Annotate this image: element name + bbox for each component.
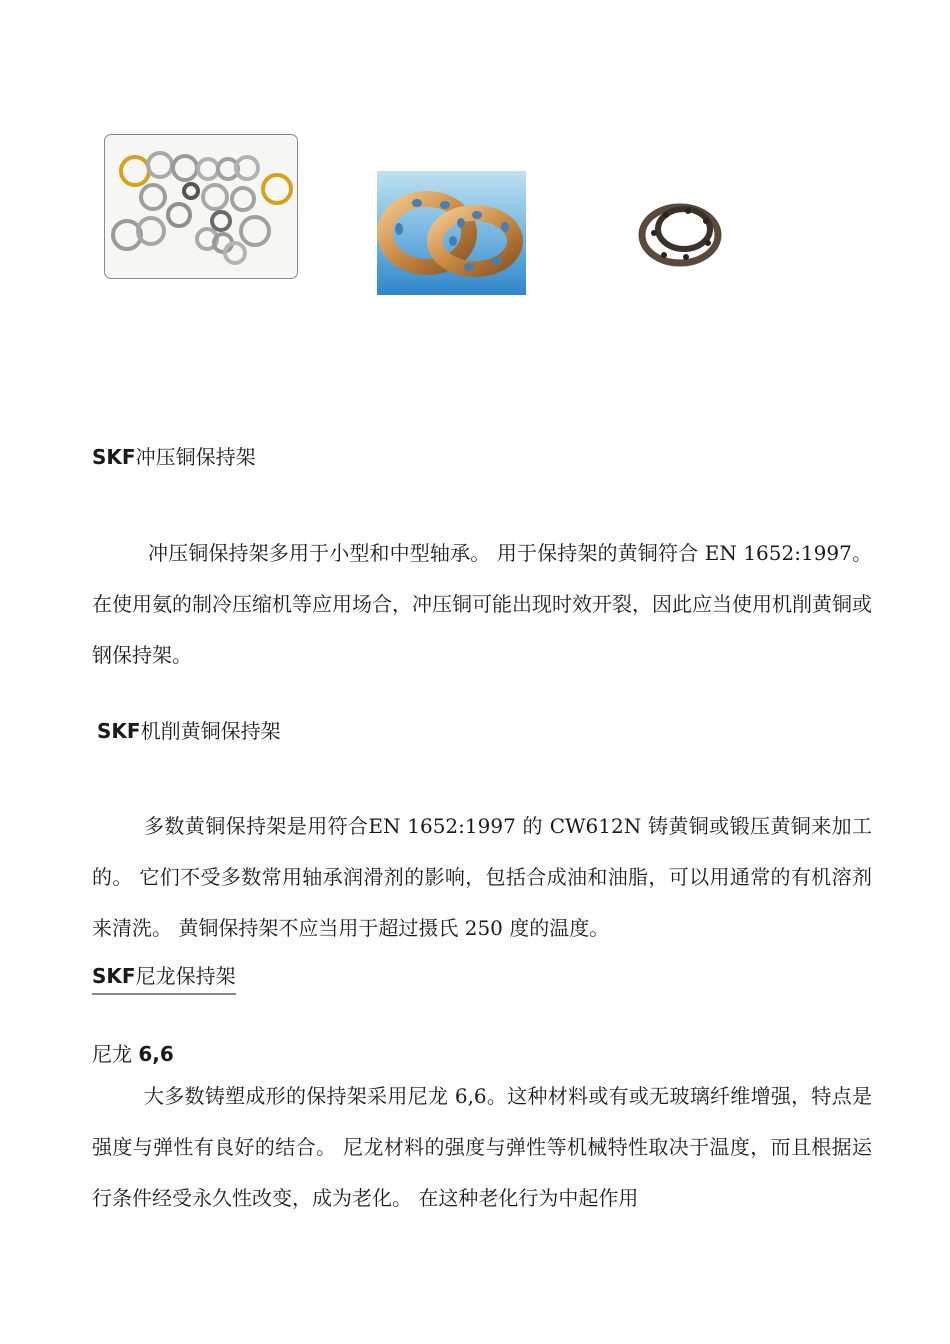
subheading-prefix: 尼龙 <box>92 1042 139 1066</box>
stamped-cages-photo <box>104 134 298 279</box>
heading-brand: SKF <box>92 445 136 469</box>
nylon-cage-paragraph: 大多数铸塑成形的保持架采用尼龙 6,6。这种材料或有或无玻璃纤维增强，特点是强度与弹性有良好的结合。 尼龙材料的强度与弹性等机械特性取决于温度，而且根据运行条件经受永久性改变，成为老化。 在这种老化行为中起作用 <box>92 1084 872 1210</box>
stamped-cages-illustration <box>105 135 297 278</box>
heading-brand: SKF <box>92 964 136 988</box>
brass-cages-photo <box>377 171 526 295</box>
heading-title: 尼龙保持架 <box>135 964 236 988</box>
nylon-cage-heading <box>92 960 236 995</box>
brass-cages-illustration <box>377 171 526 295</box>
heading-title: 冲压铜保持架 <box>135 445 256 469</box>
heading-brand: SKF <box>97 719 141 743</box>
nylon-subheading <box>92 1038 174 1067</box>
machined-cage-heading <box>97 715 281 744</box>
heading-title: 机削黄铜保持架 <box>140 719 281 743</box>
stamped-cage-paragraph: 冲压铜保持架多用于小型和中型轴承。 用于保持架的黄铜符合 EN 1652:1997。 在使用氨的制冷压缩机等应用场合，冲压铜可能出现时效开裂，因此应当使用机削黄铜或钢保持架。 <box>92 541 872 667</box>
machined-cage-paragraph: 多数黄铜保持架是用符合EN 1652:1997 的 CW612N 铸黄铜或锻压黄铜来加工的。 它们不受多数常用轴承润滑剂的影响，包括合成油和油脂，可以用通常的有机溶剂来清洗。 黄铜保持架不应当用于超过摄氏 250 度的温度。 <box>92 814 872 940</box>
subheading-grade: 6,6 <box>138 1042 174 1066</box>
stamped-cage-heading <box>92 441 256 470</box>
dark-cage-illustration <box>636 195 724 273</box>
dark-cage-photo <box>636 195 724 273</box>
